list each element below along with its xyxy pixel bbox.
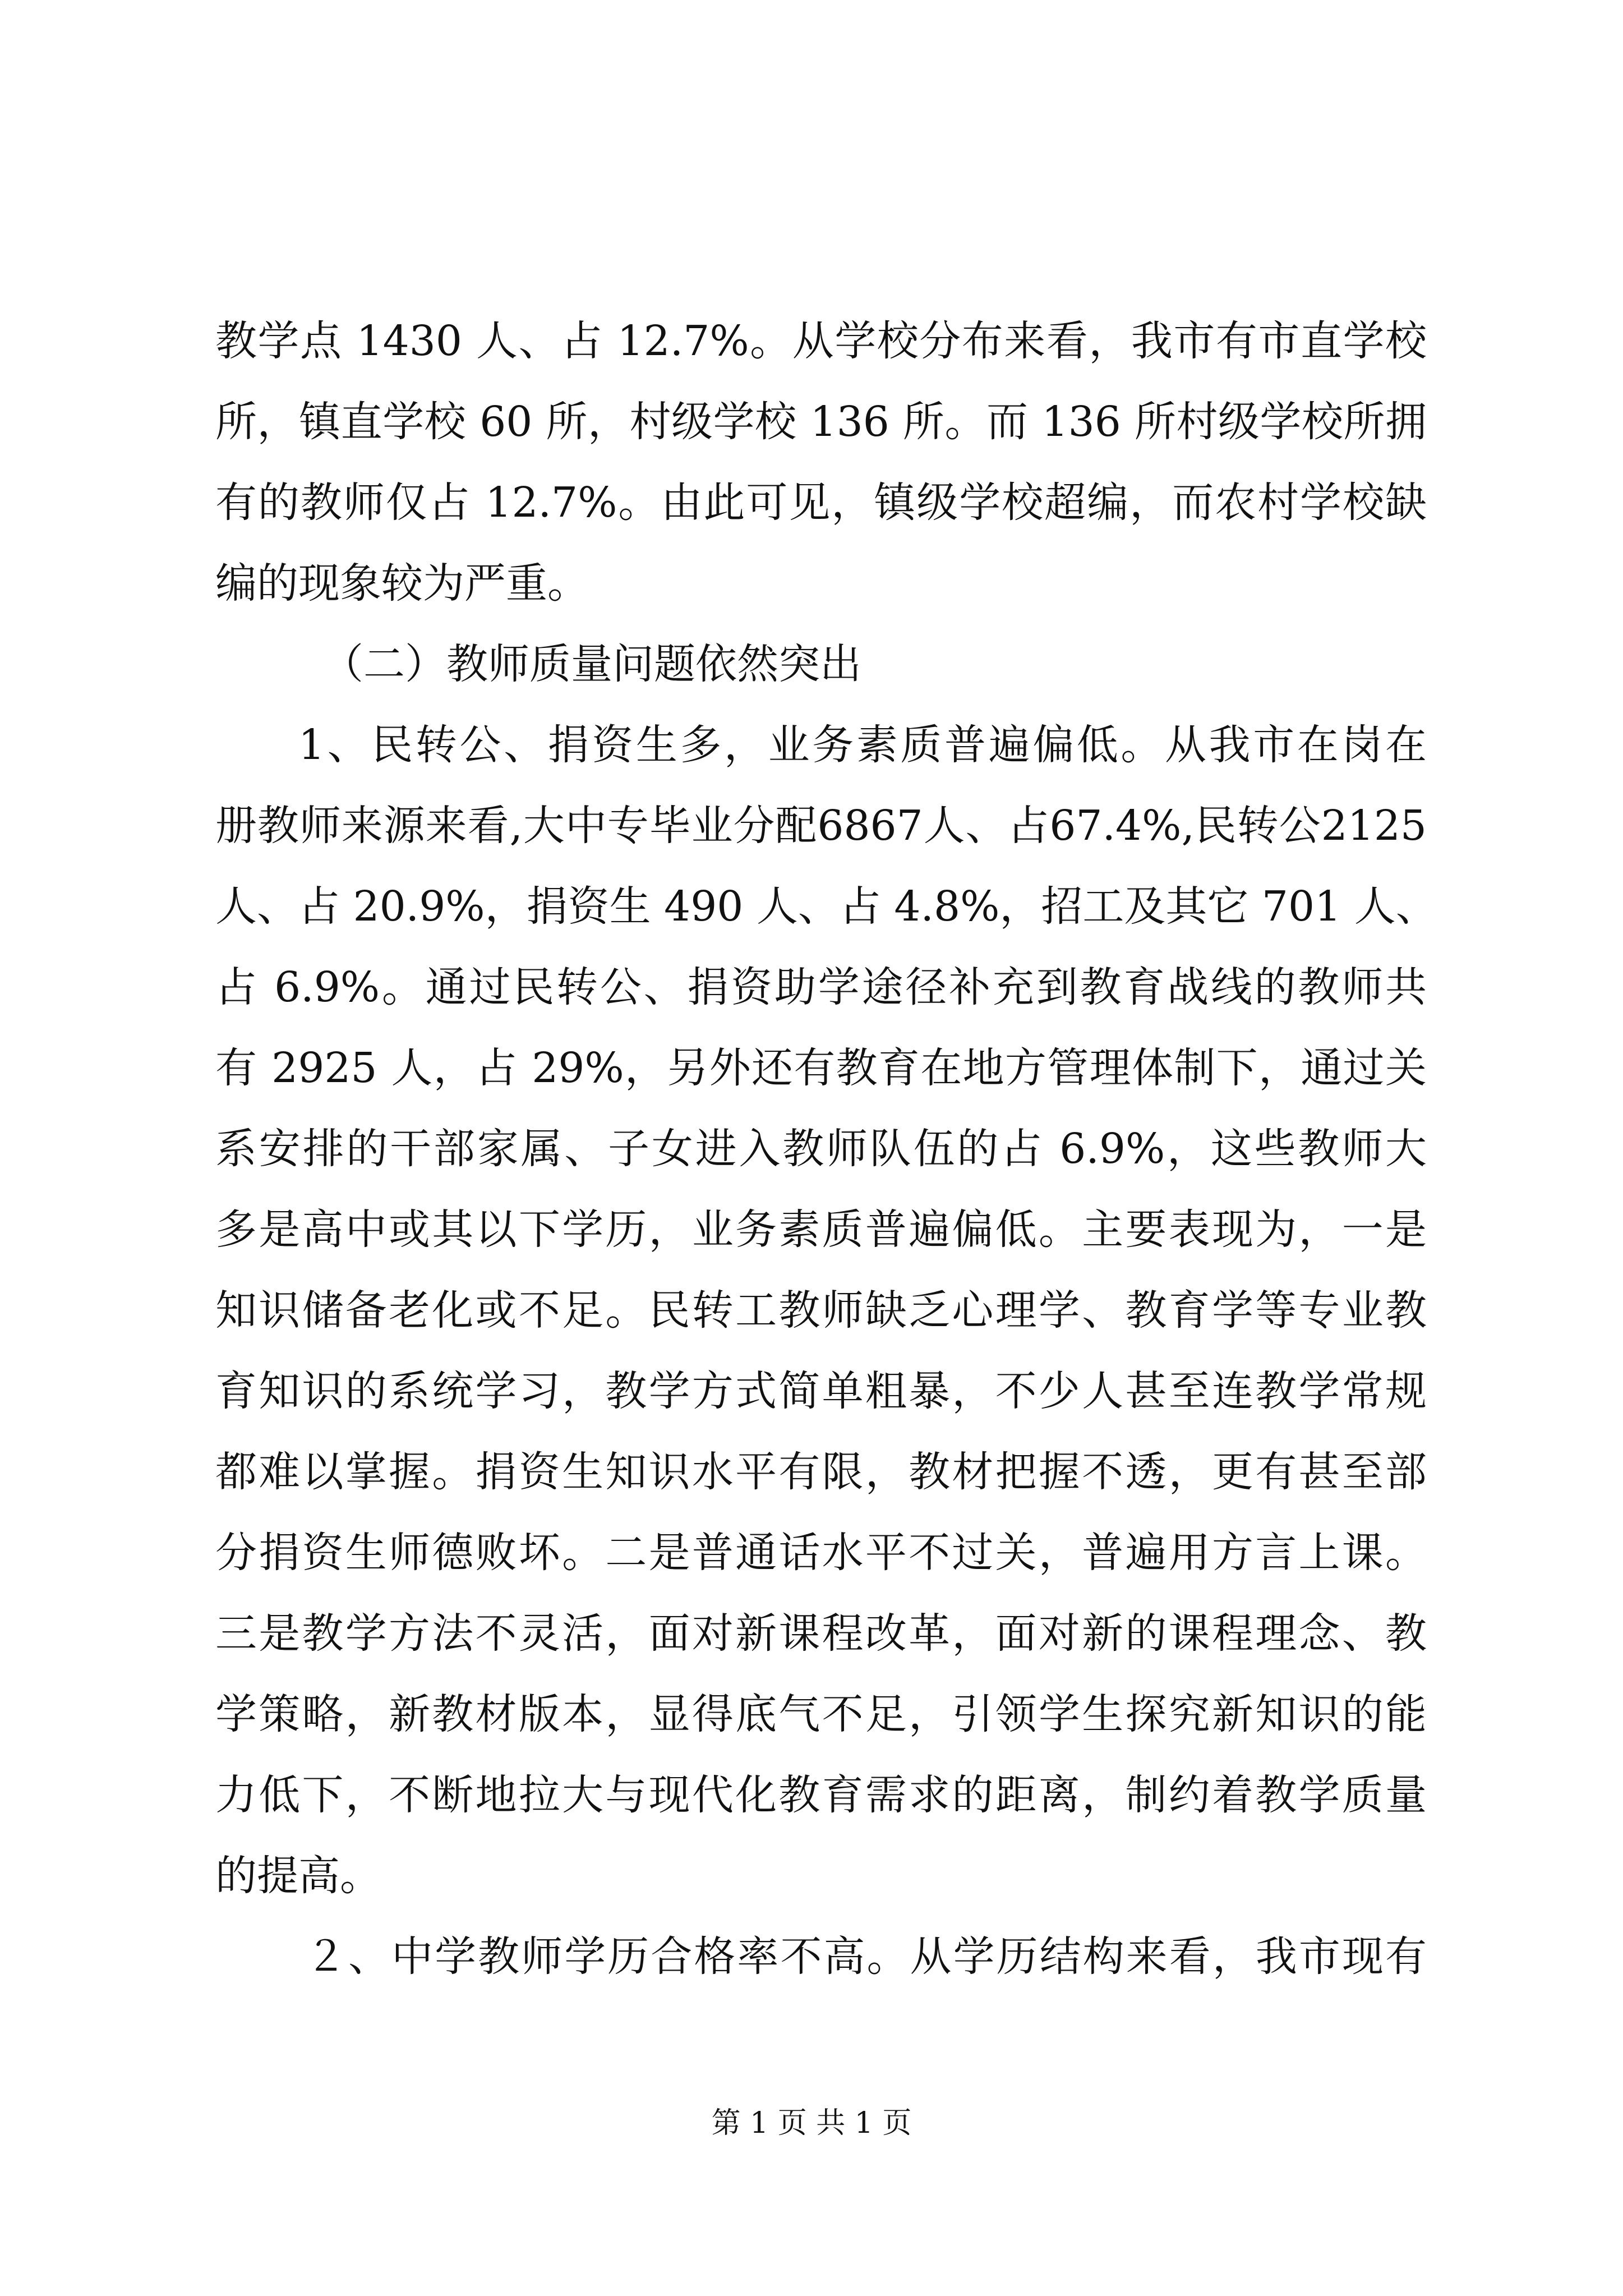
text-line: 力低下，不断地拉大与现代化教育需求的距离，制约着教学质量 xyxy=(215,1771,1427,1819)
text-line: 系安排的干部家属、子女进入教师队伍的占 6.9%，这些教师大 xyxy=(215,1125,1427,1173)
text-line: 占 6.9%。通过民转公、捐资助学途径补充到教育战线的教师共 xyxy=(215,963,1427,1011)
text-line: 多是高中或其以下学历，业务素质普遍偏低。主要表现为，一是 xyxy=(215,1205,1427,1254)
text-line: 人、占 20.9%，捐资生 490 人、占 4.8%，招工及其它 701 人、 xyxy=(215,882,1437,931)
text-line: ２、中学教师学历合格率不高。从学历结构来看，我市现有 xyxy=(305,1932,1427,1981)
text-line: 有 2925 人，占 29%，另外还有教育在地方管理体制下，通过关 xyxy=(215,1044,1427,1092)
text-line: （二）教师质量问题依然突出 xyxy=(322,640,861,688)
text-line: 都难以掌握。捐资生知识水平有限，教材把握不透，更有甚至部 xyxy=(215,1448,1427,1496)
text-line: 分捐资生师德败坏。二是普通话水平不过关，普遍用方言上课。 xyxy=(215,1529,1427,1577)
text-line: 知识储备老化或不足。民转工教师缺乏心理学、教育学等专业教 xyxy=(215,1286,1427,1335)
text-line: 学策略，新教材版本，显得底气不足，引领学生探究新知识的能 xyxy=(215,1690,1427,1738)
text-line: 教学点 1430 人、占 12.7%。从学校分布来看，我市有市直学校 xyxy=(215,317,1427,365)
text-line: 的提高。 xyxy=(215,1852,381,1900)
text-line: 编的现象较为严重。 xyxy=(215,559,589,608)
document-body xyxy=(215,301,1437,1997)
text-line: 三是教学方法不灵活，面对新课程改革，面对新的课程理念、教 xyxy=(215,1609,1427,1658)
text-line: 育知识的系统学习，教学方式简单粗暴，不少人甚至连教学常规 xyxy=(215,1367,1427,1415)
text-line: 所，镇直学校 60 所，村级学校 136 所。而 136 所村级学校所拥 xyxy=(215,398,1427,446)
text-line: 1、民转公、捐资生多，业务素质普遍偏低。从我市在岗在 xyxy=(298,721,1427,769)
page-footer: 第 1 页 共 1 页 xyxy=(711,2106,912,2140)
text-line: 有的教师仅占 12.7%。由此可见，镇级学校超编，而农村学校缺 xyxy=(215,478,1427,527)
text-line: 册教师来源来看,大中专毕业分配6867人、占67.4%,民转公2125 xyxy=(215,802,1427,850)
